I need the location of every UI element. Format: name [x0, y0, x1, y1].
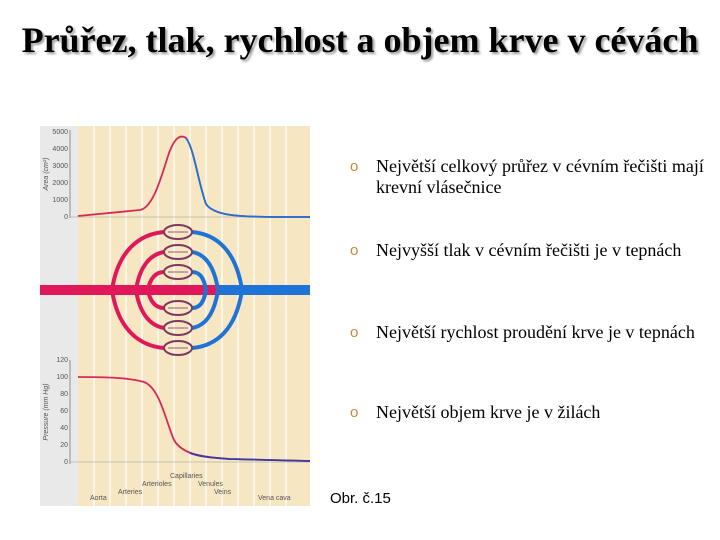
figure-caption: Obr. č.15 — [330, 490, 391, 507]
bullet-text-3: Největší rychlost proudění krve je v tepnách — [376, 322, 695, 342]
bottom-tick-120: 120 — [56, 357, 68, 364]
bottom-tick-0: 0 — [64, 459, 68, 466]
slide-title: Průřez, tlak, rychlost a objem krve v cévách — [21, 20, 699, 60]
bottom-tick-20: 20 — [60, 442, 68, 449]
bullet-text-2: Nejvyšší tlak v cévním řečišti je v tepnách — [376, 240, 682, 260]
bullet-text-1: Největší celkový průřez v cévním řečišti mají krevní vlásečnice — [376, 156, 704, 197]
bottom-tick-40: 40 — [60, 425, 68, 432]
label-vena-cava: Vena cava — [258, 495, 291, 502]
label-aorta: Aorta — [90, 495, 107, 502]
bottom-tick-60: 60 — [60, 408, 68, 415]
label-capillaries: Capillaries — [170, 473, 203, 480]
top-tick-2000: 2000 — [52, 180, 68, 187]
bottom-tick-80: 80 — [60, 391, 68, 398]
top-tick-4000: 4000 — [52, 146, 68, 153]
top-tick-1000: 1000 — [52, 197, 68, 204]
main-vein — [220, 285, 310, 295]
bullet-marker: o — [350, 242, 359, 259]
top-tick-0: 0 — [64, 214, 68, 221]
bullet-item-4 — [350, 402, 716, 423]
label-arterioles: Arterioles — [142, 481, 172, 488]
bottom-tick-100: 100 — [56, 374, 68, 381]
top-axis-label: Area (cm²) — [43, 157, 50, 191]
aorta-stub — [40, 285, 78, 295]
circulation-diagram — [40, 122, 312, 510]
bullet-marker: o — [350, 324, 359, 341]
bullet-marker: o — [350, 158, 359, 175]
top-tick-3000: 3000 — [52, 163, 68, 170]
circulation-figure — [40, 122, 312, 510]
bullet-item-2 — [350, 240, 716, 261]
bullet-item-1 — [350, 156, 716, 198]
bullet-text-4: Největší objem krve je v žilách — [376, 402, 601, 422]
bottom-axis-label: Pressure (mm Hg) — [43, 383, 50, 441]
bullet-item-3 — [350, 322, 716, 343]
label-veins: Veins — [214, 489, 232, 496]
top-tick-5000: 5000 — [52, 129, 68, 136]
label-arteries: Arteries — [118, 489, 143, 496]
plot-background — [78, 126, 310, 506]
bullet-marker: o — [350, 404, 359, 421]
label-venules: Venules — [198, 481, 223, 488]
